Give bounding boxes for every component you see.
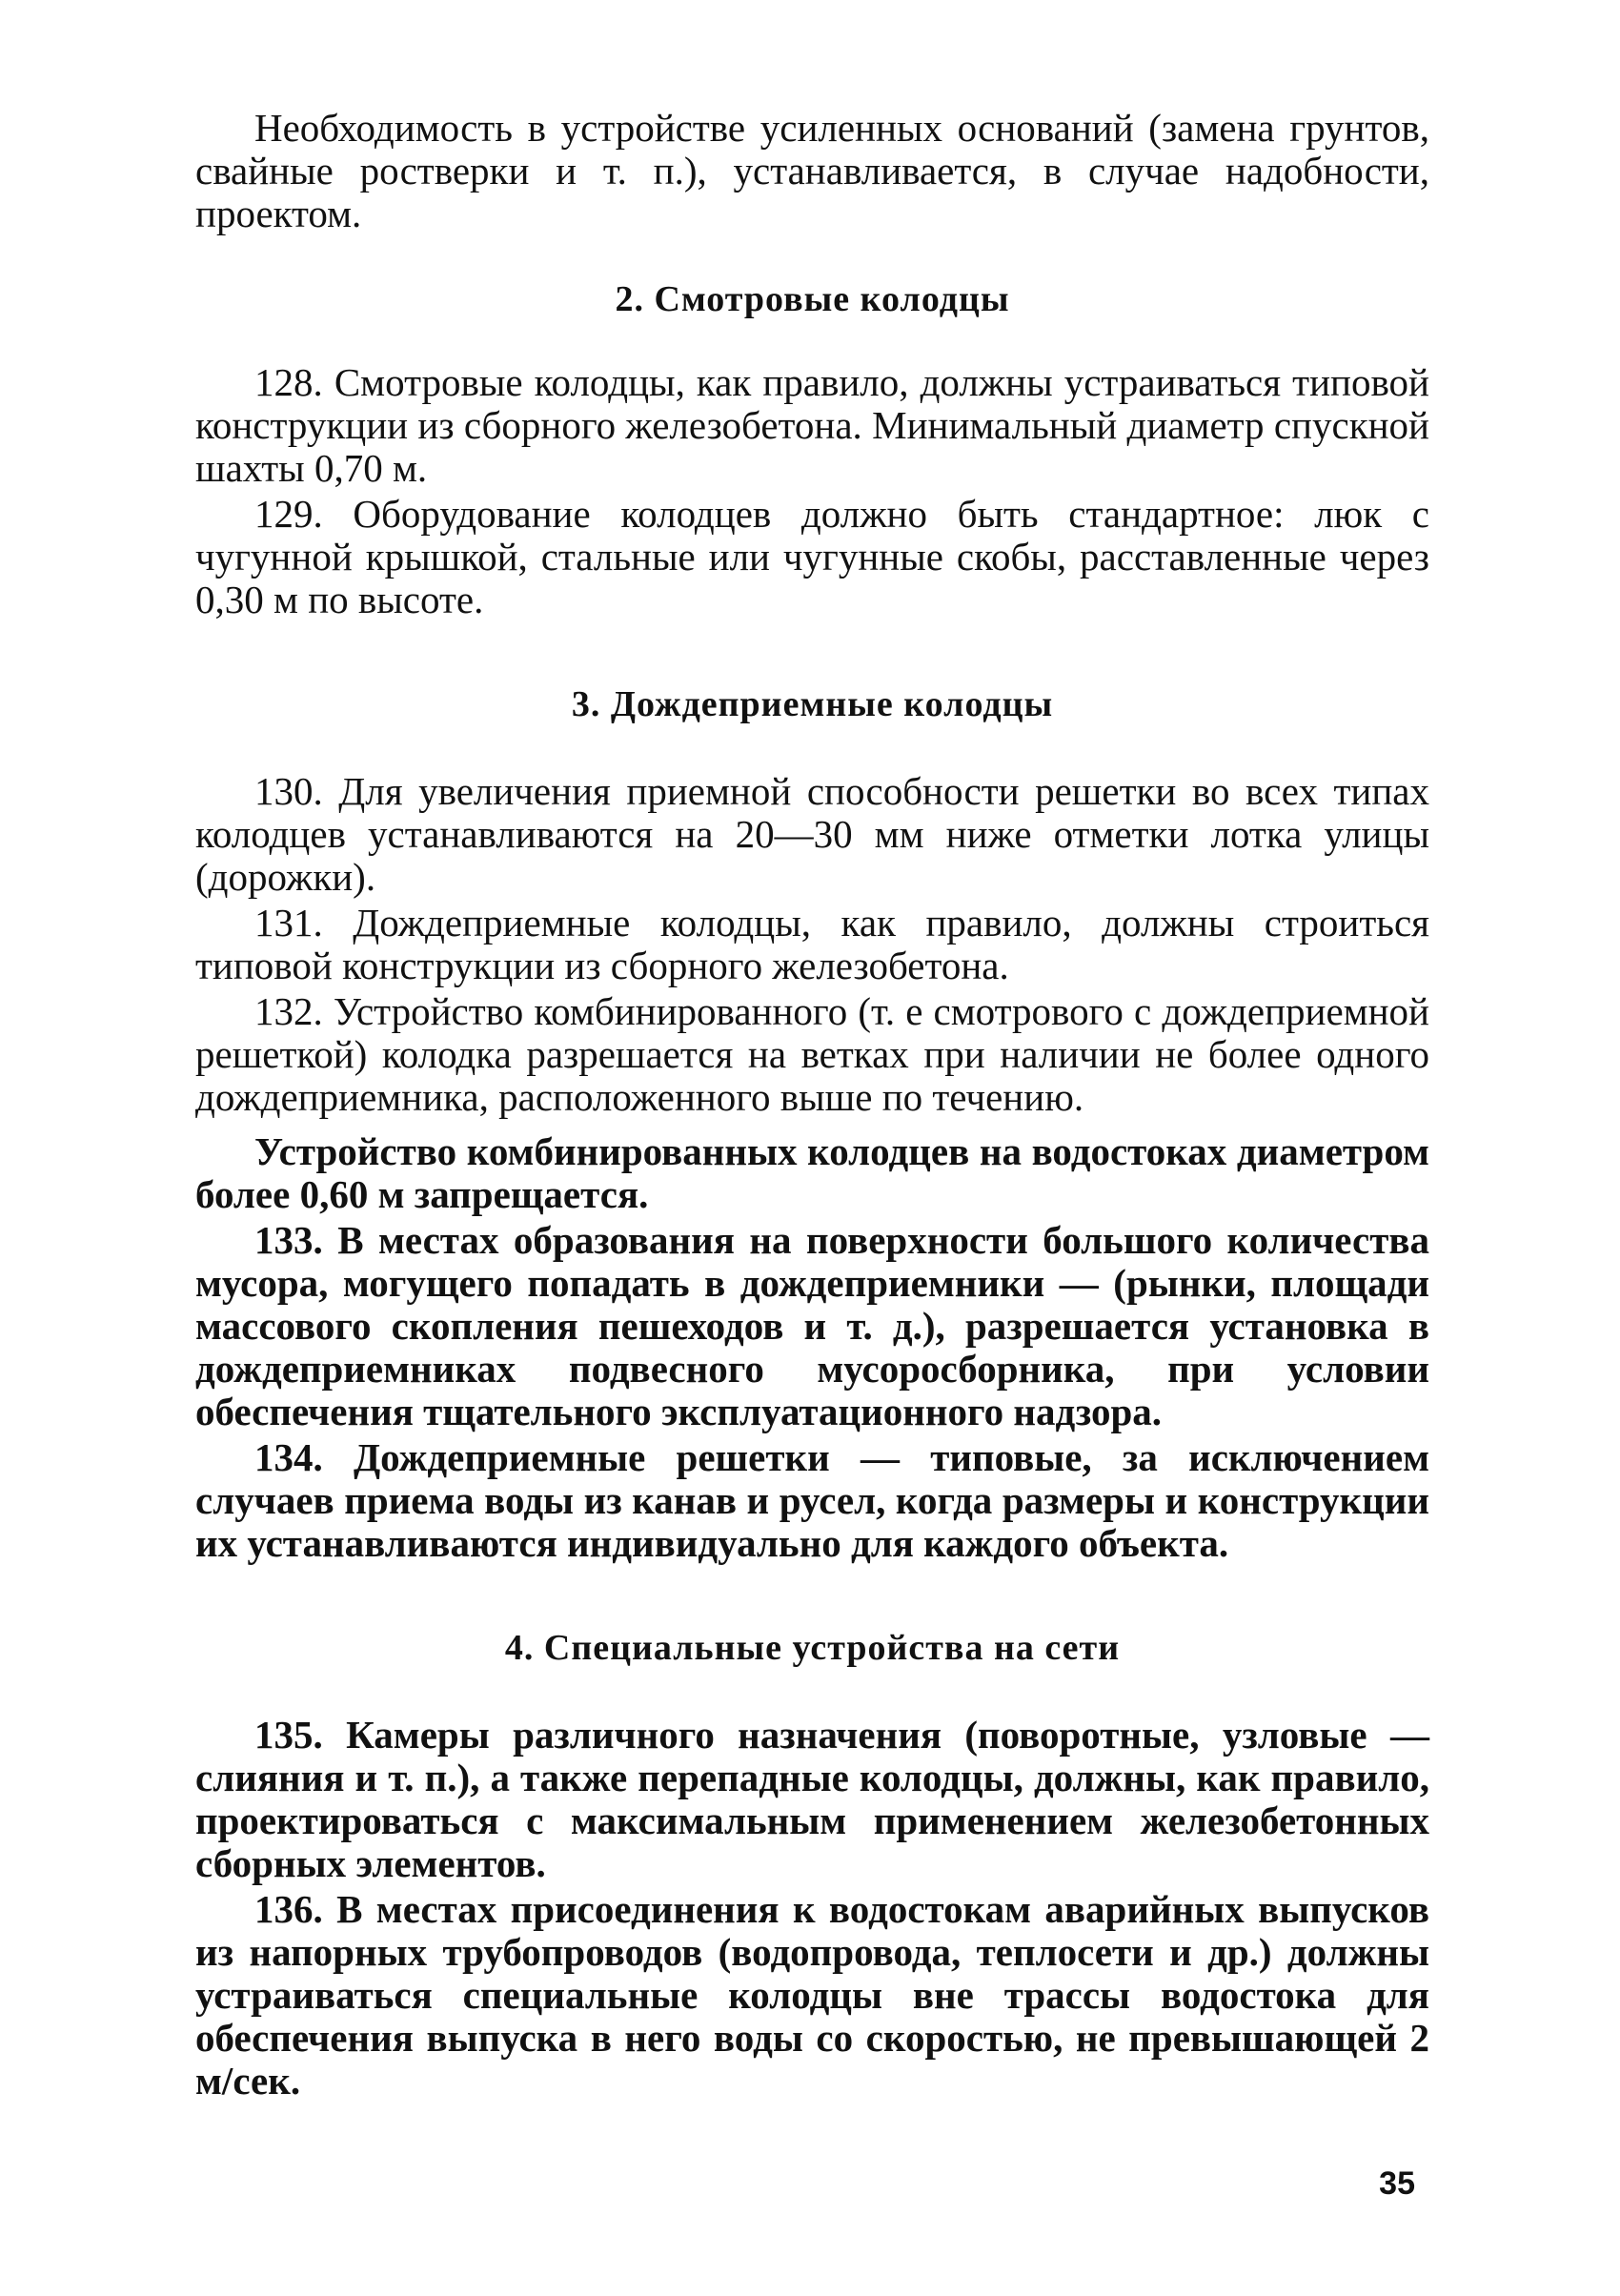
page-number: 35 [1379,2165,1415,2202]
paragraph-135: 135. Камеры различного назначения (поворотные, узловые — слияния и т. п.), а также перепадные колодцы, должны, как правило, проектироваться с максимальным применением железобетонных сборных элементов. [195,1713,1429,1885]
section-3-heading: 3. Дождеприемные колодцы [571,684,1054,724]
intro-paragraph: Необходимость в устройстве усиленных оснований (замена грунтов, свайные ростверки и т. п.), устанавливается, в случае надобности, проектом. [195,106,1429,235]
paragraph-133: 133. В местах образования на поверхности большого количества мусора, могущего попадать в дождеприемники — (рынки, площади массового скопления пешеходов и т. д.), разрешается установка в дождеприемниках подвесного мусоросборника, при условии обеспечения тщательного эксплуатационного надзора. [195,1218,1429,1433]
paragraph-131: 131. Дождеприемные колодцы, как правило, должны строиться типовой конструкции из сборного железобетона. [195,901,1429,987]
paragraph-134: 134. Дождеприемные решетки — типовые, за исключением случаев приема воды из канав и русел, когда размеры и конструкции их устанавливаются индивидуально для каждого объекта. [195,1435,1429,1565]
paragraph-136: 136. В местах присоединения к водостокам аварийных выпусков из напорных трубопроводов (водопровода, теплосети и др.) должны устраиваться специальные колодцы вне трассы водостока для обеспечения выпуска в него воды со скоростью, не превышающей 2 м/сек. [195,1887,1429,2103]
section-4-heading: 4. Специальные устройства на сети [504,1628,1121,1668]
paragraph-130: 130. Для увеличения приемной способности решетки во всех типах колодцев устанавливаются на 20—30 мм ниже отметки лотка улицы (дорожки). [195,769,1429,899]
paragraph-129: 129. Оборудование колодцев должно быть стандартное: люк с чугунной крышкой, стальные или чугунные скобы, расставленные через 0,30 м по высоте. [195,492,1429,621]
paragraph-132: 132. Устройство комбинированного (т. е смотрового с дождеприемной решеткой) колодка разрешается на ветках при наличии не более одного дождеприемника, расположенного выше по течению. [195,989,1429,1119]
paragraph-128: 128. Смотровые колодцы, как правило, должны устраиваться типовой конструкции из сборного железобетона. Минимальный диаметр спускной шахты 0,70 м. [195,360,1429,490]
section-2-heading: 2. Смотровые колодцы [615,279,1010,319]
paragraph-132-continued: Устройство комбинированных колодцев на водостоках диаметром более 0,60 м запрещается. [195,1129,1429,1216]
